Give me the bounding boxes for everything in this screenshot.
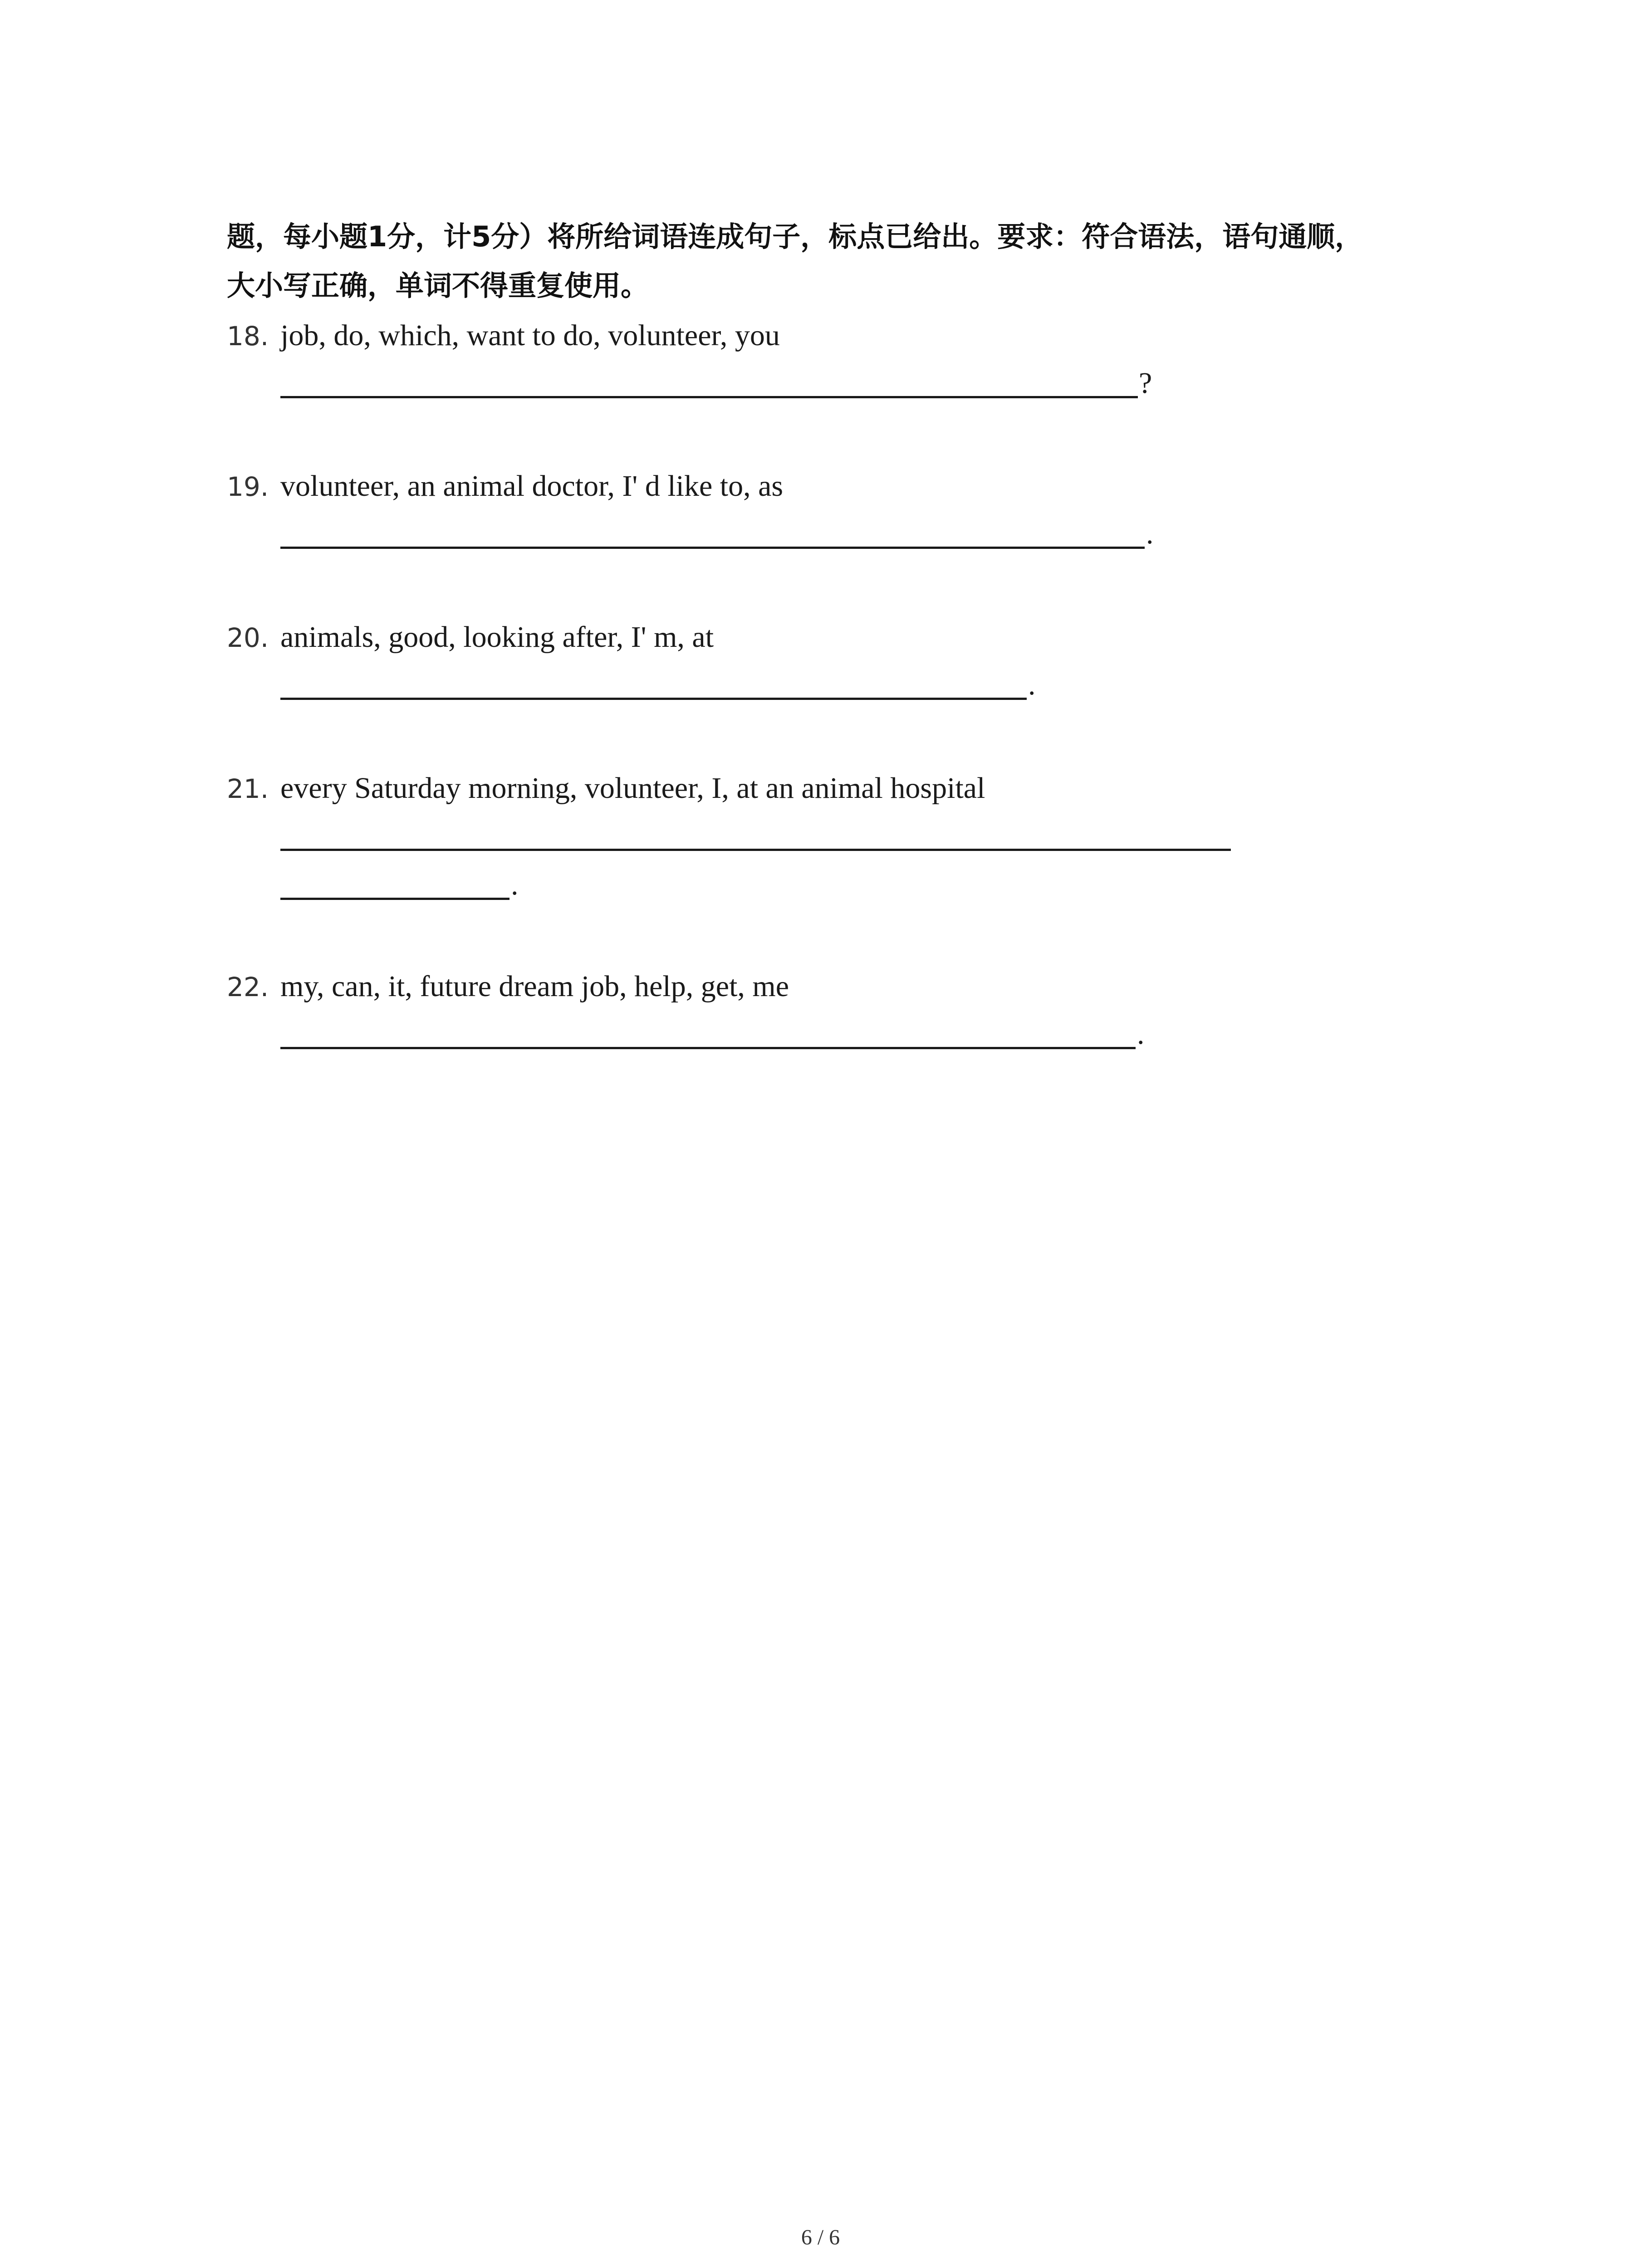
answer-blank[interactable] (280, 898, 509, 900)
end-punctuation: . (1137, 1017, 1145, 1051)
question-number: 19. (227, 471, 269, 502)
question-prompt: animals, good, looking after, I' m, at (280, 621, 714, 654)
question-22 (227, 966, 1145, 1057)
page-number: 6 / 6 (801, 2225, 840, 2249)
answer-area[interactable] (280, 658, 1036, 708)
instructions-line-2: 大小写正确，单词不得重复使用。 (227, 269, 649, 302)
instructions (227, 212, 1470, 310)
question-prompt: volunteer, an animal doctor, I' d like to, as (280, 469, 784, 503)
end-punctuation: ? (1139, 367, 1152, 400)
question-19 (227, 466, 1154, 557)
instructions-line-1: 题，每小题1分，计5分）将所给词语连成句子，标点已给出。要求：符合语法，语句通顺， (227, 220, 1363, 253)
answer-area[interactable] (280, 1007, 1145, 1057)
question-prompt: every Saturday morning, volunteer, I, at an animal hospital (280, 772, 985, 805)
answer-area[interactable] (280, 357, 1152, 406)
answer-area[interactable] (280, 809, 985, 859)
question-prompt: my, can, it, future dream job, help, get, me (280, 970, 789, 1003)
end-punctuation: . (511, 868, 519, 901)
question-number: 18. (227, 321, 269, 352)
answer-blank[interactable] (280, 698, 1027, 700)
question-number: 22. (227, 972, 269, 1002)
answer-area-continued[interactable] (280, 859, 985, 908)
question-number: 20. (227, 622, 269, 653)
answer-blank[interactable] (280, 396, 1138, 398)
question-number: 21. (227, 773, 269, 804)
question-18 (227, 315, 1152, 406)
question-21 (227, 768, 985, 908)
question-20 (227, 617, 1036, 708)
answer-blank[interactable] (280, 1047, 1136, 1049)
end-punctuation: . (1028, 668, 1036, 701)
question-prompt: job, do, which, want to do, volunteer, you (280, 319, 780, 352)
end-punctuation: . (1146, 517, 1154, 550)
answer-blank[interactable] (280, 547, 1145, 549)
answer-area[interactable] (280, 507, 1154, 557)
answer-blank[interactable] (280, 849, 1231, 851)
